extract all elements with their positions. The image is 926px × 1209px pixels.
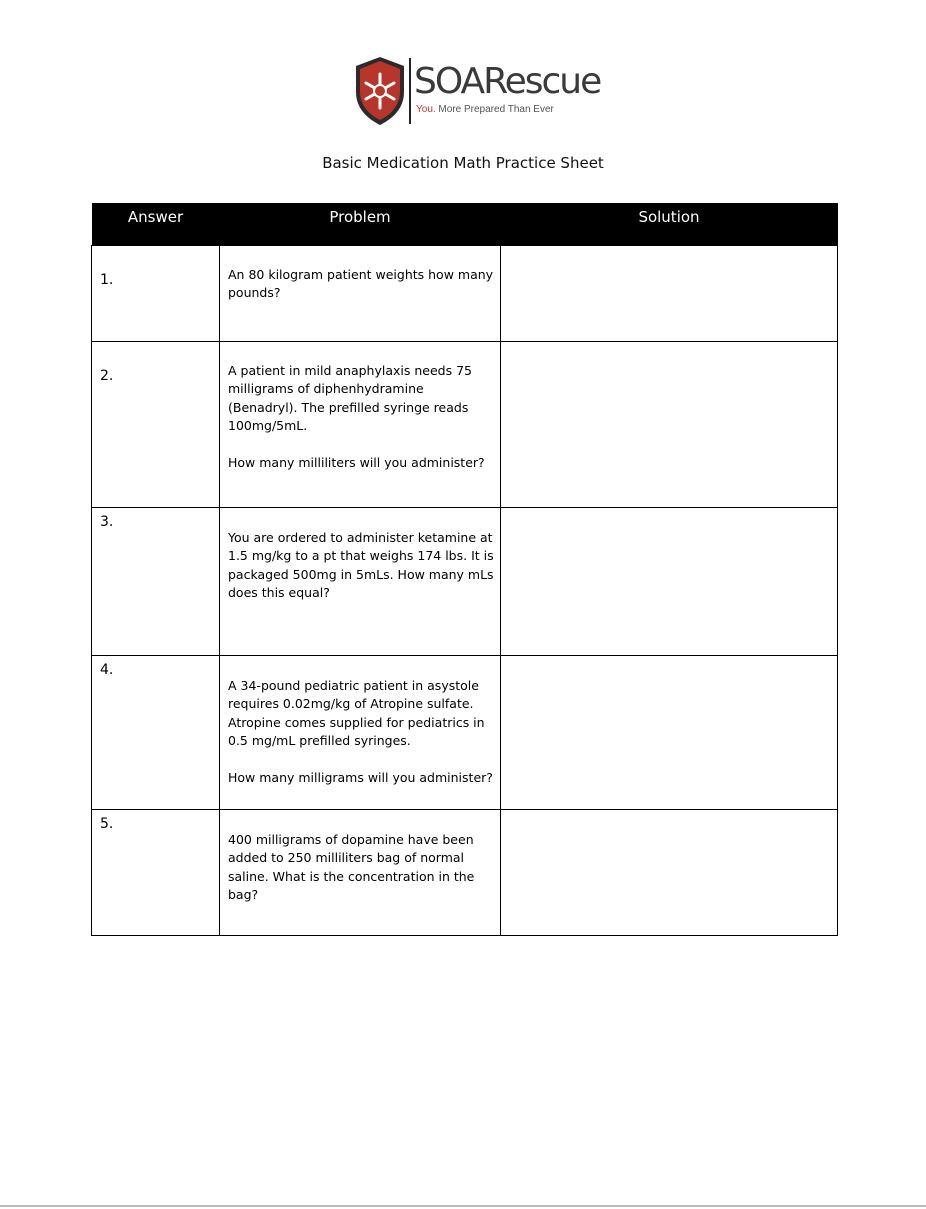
header-answer: Answer [92,203,220,245]
logo-divider [409,58,411,124]
answer-cell: 3. [92,507,220,655]
problem-question: How many milligrams will you administer? [228,770,493,786]
table-row [92,507,838,655]
answer-cell: 5. [92,809,220,935]
shield-logo-icon [352,56,408,126]
problem-question: How many milliliters will you administer? [228,455,485,471]
problem-cell [220,655,501,809]
problem-text: A patient in mild anaphylaxis needs 75 milligrams of diphenhydramine (Benadryl). The prefilled syringe reads 100mg/5mL. [228,362,472,434]
solution-cell[interactable] [501,809,838,935]
answer-cell: 1. [92,245,220,341]
solution-cell[interactable] [501,245,838,341]
solution-cell[interactable] [501,655,838,809]
problem-text: You are ordered to administer ketamine at 1.5 mg/kg to a pt that weighs 174 lbs. It is packaged 500mg in 5mLs. How many mLs does this equal? [228,529,494,601]
answer-cell: 2. [92,341,220,507]
solution-cell[interactable] [501,341,838,507]
problem-cell [220,507,501,655]
problem-cell [220,341,501,507]
table-header-row [92,203,838,245]
logo-tagline-text: More Prepared Than Ever [435,104,554,115]
sheet-title: Basic Medication Math Practice Sheet [322,154,604,172]
header-problem: Problem [220,203,501,245]
logo-tagline [416,104,554,115]
page-bottom-rule [0,1205,926,1207]
practice-table [91,203,838,936]
answer-cell: 4. [92,655,220,809]
logo-tagline-accent: You. [416,104,436,115]
soarescue-logo [352,54,601,130]
solution-cell[interactable] [501,507,838,655]
table-row [92,341,838,507]
problem-cell [220,245,501,341]
logo-brand-name: SOARescue [414,61,601,102]
problem-text: 400 milligrams of dopamine have been added to 250 milliliters bag of normal saline. What is the concentration in the bag? [228,831,475,903]
header-solution: Solution [501,203,838,245]
table-row [92,809,838,935]
problem-text: A 34-pound pediatric patient in asystole requires 0.02mg/kg of Atropine sulfate. Atropine comes supplied for pediatrics in 0.5 mg/mL prefilled syringes. [228,677,485,749]
table-row [92,245,838,341]
problem-cell [220,809,501,935]
table-row [92,655,838,809]
problem-text: An 80 kilogram patient weights how many pounds? [228,266,494,301]
